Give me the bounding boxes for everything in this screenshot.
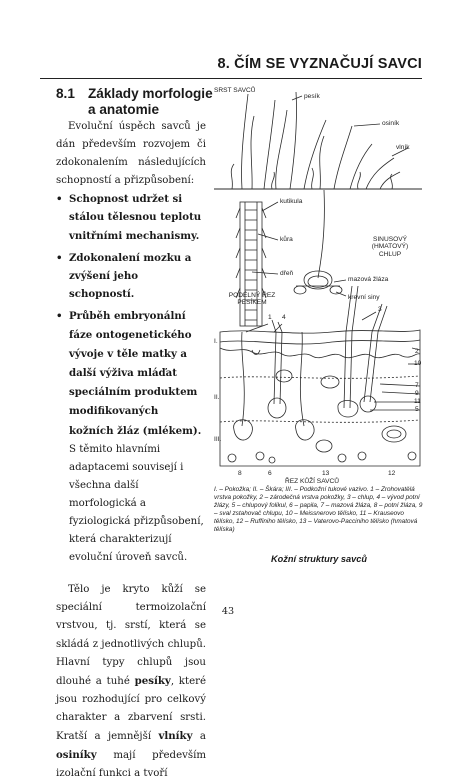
list-item-bold: Průběh embryonální fáze ontogenetického vývoje v těle matky a další výživa mláďat speciálním produktem modifikovaných kožních žláz (mlékem). — [69, 309, 202, 437]
skin-num: 7 — [415, 382, 419, 389]
skin-title: ŘEZ KŮŽÍ SAVCŮ — [284, 478, 340, 485]
list-item — [56, 307, 206, 567]
text-run: , které jsou rozhodující pro celkový charakter a zbarvení srsti. Kratší a jemnější — [56, 675, 207, 742]
skin-num: 13 — [322, 470, 330, 477]
skin-num: 12 — [388, 470, 396, 477]
adaptation-list — [56, 190, 206, 567]
figure-legend: I. – Pokožka; II. – Škára; III. – Podkožní tukové vazivo. 1 – Zrohovatělá vrstva pokožky, 2 – zárodečná vrstva pokožky, 3 – chlup, 4 – vývod potní žlázy, 5 – chlupový folikul, 6 – papila, 7 – mazová žláza, 8 – potní žláza, 9 – sval zstahovač chlupu, 10 – Meissnerovo tělísko, 11 – Krauseovo tělísko, 12 – Ruffiniho tělísko, 13 – Vaterovo-Pacciniho tělísko (hmatová tělíska) — [214, 486, 423, 533]
label-krevni-siny: krevní siny — [348, 294, 380, 301]
skin-num: 3 — [378, 306, 382, 313]
skin-num: 6 — [268, 470, 272, 477]
skin-num: 1 — [268, 314, 272, 321]
label-sinus-hair: SINUSOVÝ (HMATOVÝ) CHLUP — [371, 236, 409, 258]
text-run: mají především izolační funkci a tvoří — [56, 750, 206, 780]
label-osinik: osiník — [382, 120, 400, 127]
term-pesiky: pesíky — [134, 674, 171, 687]
section-number: 8.1 — [56, 86, 75, 101]
layer-dermis: II. — [214, 394, 220, 401]
section-title: Základy morfologie a anatomie — [88, 86, 213, 117]
page-number: 43 — [221, 606, 235, 617]
label-mazova-zlaza: mazová žláza — [348, 276, 389, 283]
text-run: a — [192, 731, 206, 742]
figure-caption: Kožní struktury savců — [271, 554, 367, 564]
fur-title: SRST SAVCŮ — [214, 87, 256, 94]
skin-num: 8 — [238, 470, 242, 477]
skin-num: 2 — [415, 348, 419, 355]
skin-structures-figure — [212, 86, 426, 486]
list-item: • Schopnost udržet si stálou tělesnou teplotu vnitřními mechanismy. — [56, 190, 206, 244]
intro-paragraph: Evoluční úspěch savců je dán především rozvojem či zdokonalením následujících schopností a přizpůsobení: — [56, 121, 206, 187]
list-item-rest: S těmito hlavními adaptacemi souvisejí i všechna další morfologická a fyziologická přizpůsobení, která charakterizují evoluční úroveň savců. — [69, 443, 204, 564]
figure-drawing — [212, 86, 426, 486]
label-dren: dřeň — [280, 270, 294, 277]
label-section: PODÉLNÝ ŘEZ PESÍKEM — [228, 292, 276, 307]
label-pesik: pesík — [304, 93, 320, 100]
list-item: • Zdokonalení mozku a zvýšení jeho schopností. — [56, 249, 206, 303]
skin-num: 11 — [414, 398, 421, 405]
chapter-title: 8. ČÍM SE VYZNAČUJÍ SAVCI — [40, 56, 422, 79]
body-text — [56, 118, 206, 783]
skin-num: 9 — [415, 390, 419, 397]
label-vlnik: vlník — [396, 144, 410, 151]
label-kura: kůra — [280, 236, 293, 243]
label-kutikula: kutikula — [280, 198, 303, 205]
layer-epidermis: I. — [214, 338, 218, 345]
layer-hypodermis: III. — [214, 436, 222, 443]
skin-num: 10 — [414, 360, 422, 367]
text-run: Tělo je kryto kůží se speciální termoizolační vrstvou, tj. srstí, která se skládá z jednotlivých chlupů. Hlavní typy chlupů jsou dlouhé a tuhé — [56, 584, 206, 687]
skin-num: 5 — [415, 406, 419, 413]
skin-num: 4 — [282, 314, 286, 321]
term-vlniky: vlníky — [158, 730, 193, 742]
term-osiniky: osiníky — [56, 749, 97, 762]
